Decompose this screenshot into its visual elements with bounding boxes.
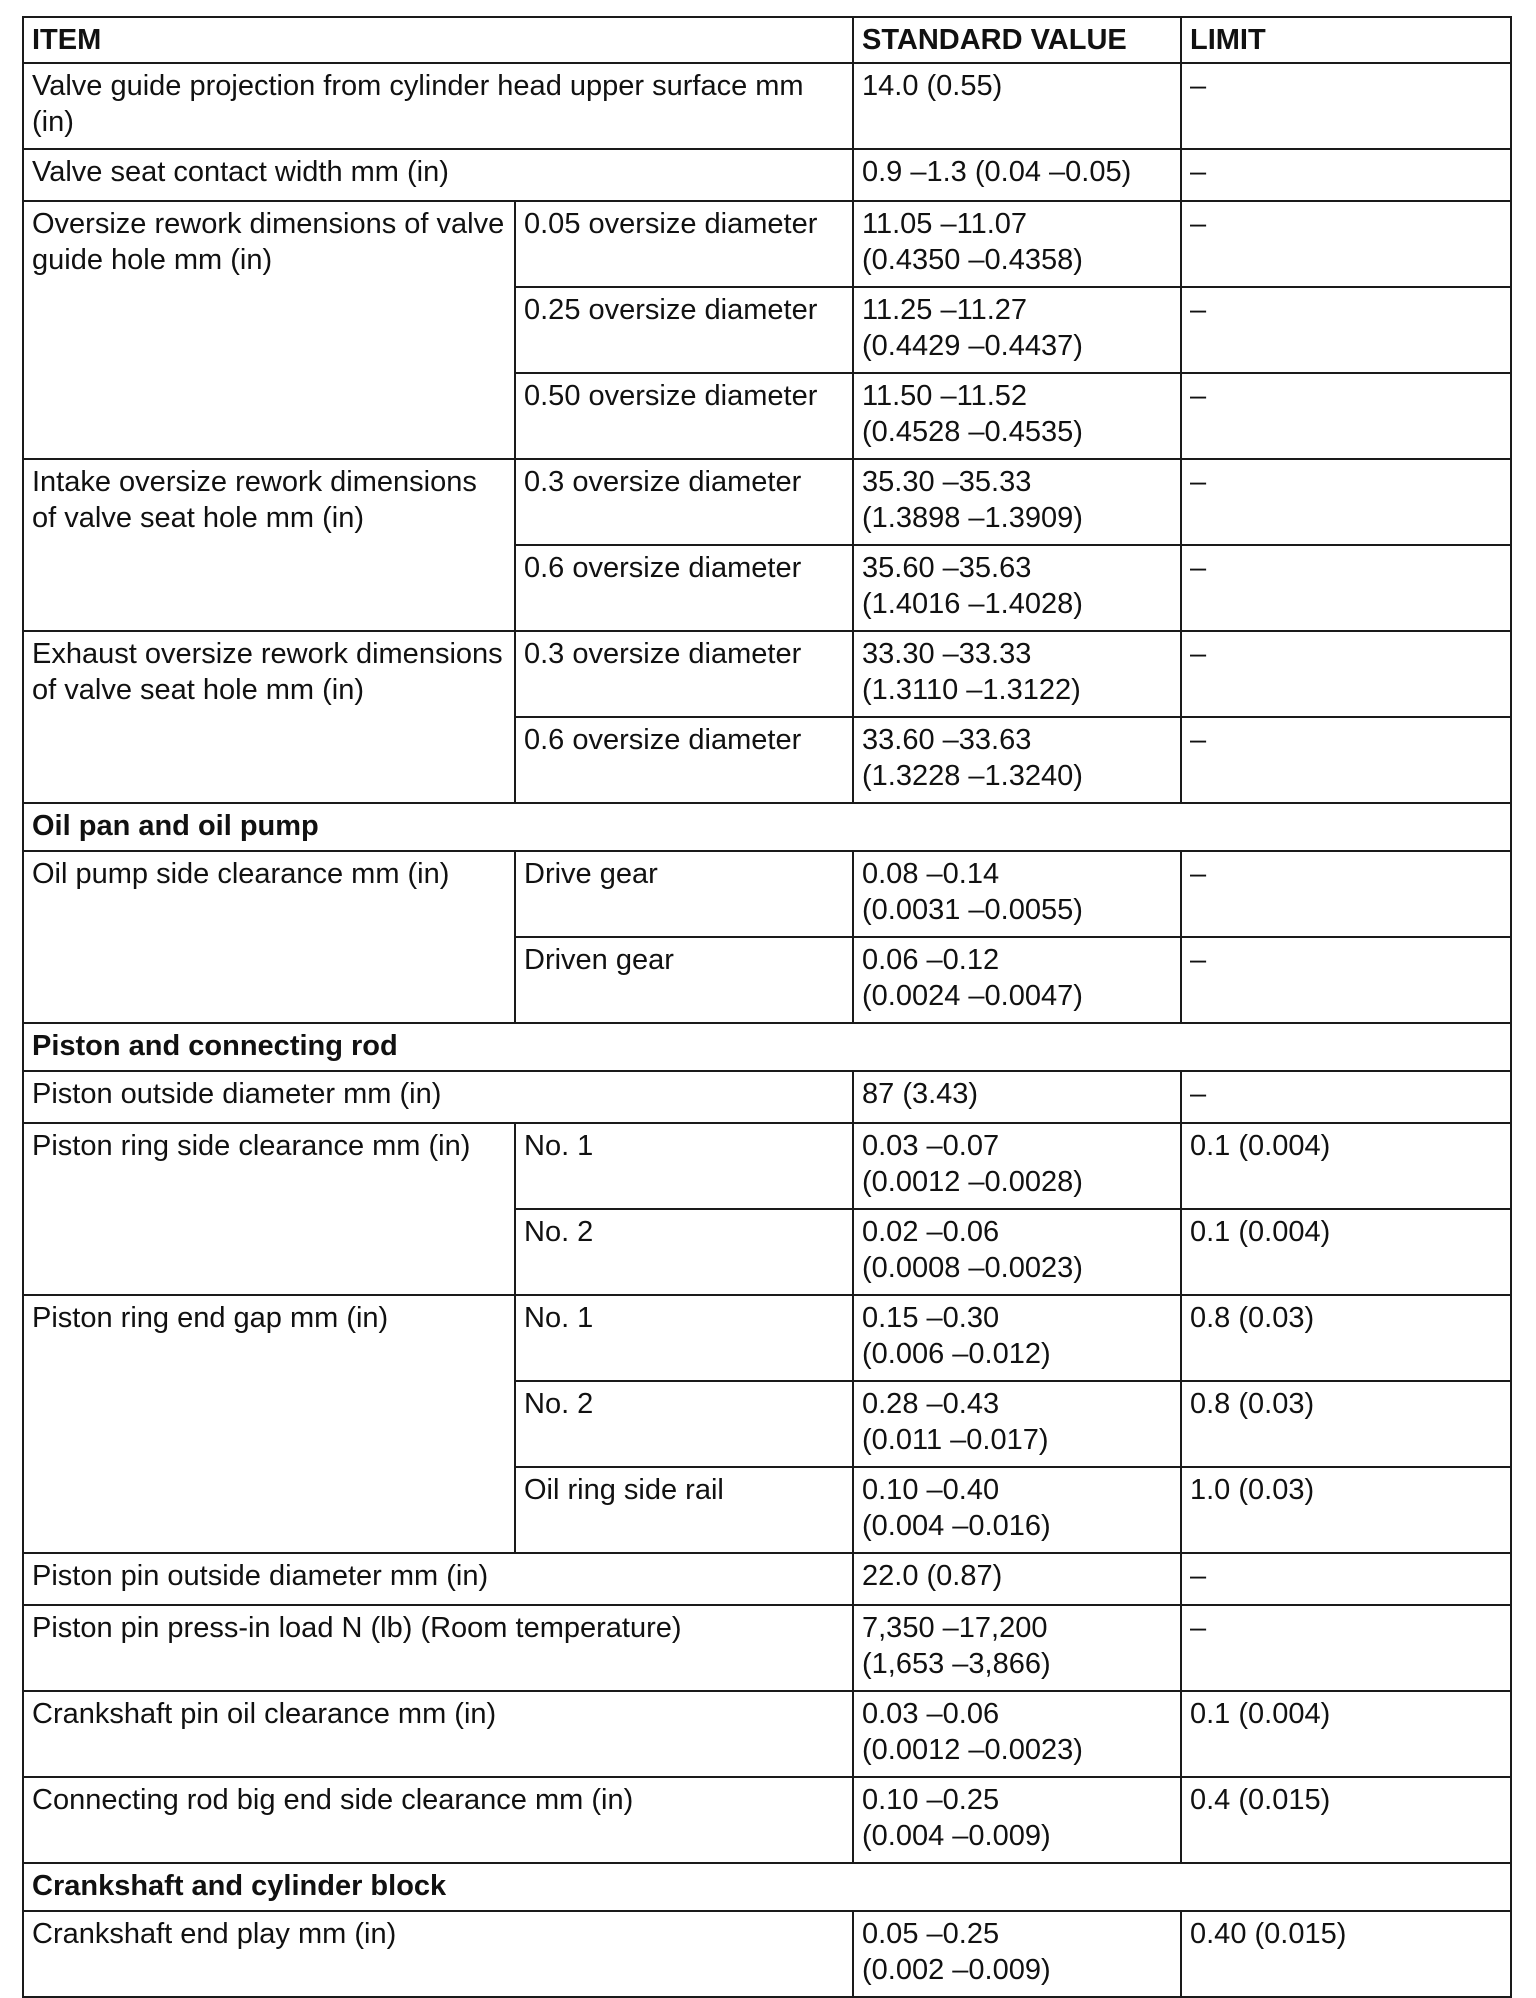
standard-value-cell: 0.08 –0.14 (0.0031 –0.0055) xyxy=(853,851,1181,937)
item-cell: Valve guide projection from cylinder head upper surface mm (in) xyxy=(23,63,853,149)
standard-value-cell: 0.02 –0.06 (0.0008 –0.0023) xyxy=(853,1209,1181,1295)
subitem-cell: No. 1 xyxy=(515,1123,853,1209)
item-cell: Crankshaft end play mm (in) xyxy=(23,1911,853,1997)
standard-value-cell: 0.9 –1.3 (0.04 –0.05) xyxy=(853,149,1181,201)
item-cell: Piston pin outside diameter mm (in) xyxy=(23,1553,853,1605)
limit-cell: – xyxy=(1181,373,1511,459)
subitem-cell: 0.50 oversize diameter xyxy=(515,373,853,459)
limit-cell: 0.8 (0.03) xyxy=(1181,1381,1511,1467)
section-title: Oil pan and oil pump xyxy=(23,803,1511,851)
standard-value-cell: 0.03 –0.06 (0.0012 –0.0023) xyxy=(853,1691,1181,1777)
table-row xyxy=(23,851,1511,937)
subitem-cell: 0.3 oversize diameter xyxy=(515,631,853,717)
limit-cell: 0.4 (0.015) xyxy=(1181,1777,1511,1863)
standard-value-cell: 0.10 –0.40 (0.004 –0.016) xyxy=(853,1467,1181,1553)
subitem-cell: 0.6 oversize diameter xyxy=(515,545,853,631)
standard-value-cell: 0.05 –0.25 (0.002 –0.009) xyxy=(853,1911,1181,1997)
section-title: Piston and connecting rod xyxy=(23,1023,1511,1071)
section-row xyxy=(23,1863,1511,1911)
table-row xyxy=(23,1071,1511,1123)
section-title: Crankshaft and cylinder block xyxy=(23,1863,1511,1911)
item-cell: Valve seat contact width mm (in) xyxy=(23,149,853,201)
item-cell: Oil pump side clearance mm (in) xyxy=(23,851,515,1023)
standard-value-cell: 33.30 –33.33 (1.3110 –1.3122) xyxy=(853,631,1181,717)
table-row xyxy=(23,63,1511,149)
table-row xyxy=(23,1605,1511,1691)
item-cell: Piston outside diameter mm (in) xyxy=(23,1071,853,1123)
subitem-cell: Driven gear xyxy=(515,937,853,1023)
table-row xyxy=(23,459,1511,545)
standard-value-cell: 7,350 –17,200 (1,653 –3,866) xyxy=(853,1605,1181,1691)
item-cell: Oversize rework dimensions of valve guide hole mm (in) xyxy=(23,201,515,459)
standard-value-cell: 0.15 –0.30 (0.006 –0.012) xyxy=(853,1295,1181,1381)
item-cell: Connecting rod big end side clearance mm (in) xyxy=(23,1777,853,1863)
limit-cell: 0.1 (0.004) xyxy=(1181,1209,1511,1295)
subitem-cell: No. 2 xyxy=(515,1209,853,1295)
section-row xyxy=(23,803,1511,851)
subitem-cell: 0.6 oversize diameter xyxy=(515,717,853,803)
table-row xyxy=(23,149,1511,201)
table-row xyxy=(23,201,1511,287)
limit-cell: – xyxy=(1181,717,1511,803)
limit-cell: – xyxy=(1181,631,1511,717)
item-cell: Piston pin press-in load N (lb) (Room temperature) xyxy=(23,1605,853,1691)
item-cell: Piston ring end gap mm (in) xyxy=(23,1295,515,1553)
limit-cell: – xyxy=(1181,851,1511,937)
limit-cell: 0.1 (0.004) xyxy=(1181,1123,1511,1209)
limit-cell: – xyxy=(1181,287,1511,373)
standard-value-cell: 87 (3.43) xyxy=(853,1071,1181,1123)
standard-value-cell: 0.28 –0.43 (0.011 –0.017) xyxy=(853,1381,1181,1467)
standard-value-cell: 35.60 –35.63 (1.4016 –1.4028) xyxy=(853,545,1181,631)
subitem-cell: No. 1 xyxy=(515,1295,853,1381)
limit-cell: 0.40 (0.015) xyxy=(1181,1911,1511,1997)
table-row xyxy=(23,1295,1511,1381)
spec-table xyxy=(22,16,1512,1998)
limit-cell: – xyxy=(1181,201,1511,287)
header-item: ITEM xyxy=(23,17,853,63)
standard-value-cell: 22.0 (0.87) xyxy=(853,1553,1181,1605)
subitem-cell: 0.25 oversize diameter xyxy=(515,287,853,373)
table-row xyxy=(23,1691,1511,1777)
limit-cell: – xyxy=(1181,149,1511,201)
limit-cell: 1.0 (0.03) xyxy=(1181,1467,1511,1553)
limit-cell: – xyxy=(1181,1605,1511,1691)
table-row xyxy=(23,1911,1511,1997)
header-standard-value: STANDARD VALUE xyxy=(853,17,1181,63)
subitem-cell: 0.3 oversize diameter xyxy=(515,459,853,545)
standard-value-cell: 11.50 –11.52 (0.4528 –0.4535) xyxy=(853,373,1181,459)
standard-value-cell: 0.10 –0.25 (0.004 –0.009) xyxy=(853,1777,1181,1863)
standard-value-cell: 0.06 –0.12 (0.0024 –0.0047) xyxy=(853,937,1181,1023)
limit-cell: – xyxy=(1181,545,1511,631)
table-row xyxy=(23,631,1511,717)
item-cell: Exhaust oversize rework dimensions of valve seat hole mm (in) xyxy=(23,631,515,803)
standard-value-cell: 35.30 –35.33 (1.3898 –1.3909) xyxy=(853,459,1181,545)
standard-value-cell: 11.25 –11.27 (0.4429 –0.4437) xyxy=(853,287,1181,373)
item-cell: Piston ring side clearance mm (in) xyxy=(23,1123,515,1295)
table-row xyxy=(23,1553,1511,1605)
table-row xyxy=(23,1123,1511,1209)
standard-value-cell: 11.05 –11.07 (0.4350 –0.4358) xyxy=(853,201,1181,287)
limit-cell: – xyxy=(1181,937,1511,1023)
subitem-cell: 0.05 oversize diameter xyxy=(515,201,853,287)
limit-cell: – xyxy=(1181,1071,1511,1123)
subitem-cell: No. 2 xyxy=(515,1381,853,1467)
item-cell: Intake oversize rework dimensions of valve seat hole mm (in) xyxy=(23,459,515,631)
standard-value-cell: 33.60 –33.63 (1.3228 –1.3240) xyxy=(853,717,1181,803)
standard-value-cell: 14.0 (0.55) xyxy=(853,63,1181,149)
header-row xyxy=(23,17,1511,63)
standard-value-cell: 0.03 –0.07 (0.0012 –0.0028) xyxy=(853,1123,1181,1209)
limit-cell: 0.1 (0.004) xyxy=(1181,1691,1511,1777)
spec-table-body xyxy=(23,63,1511,1997)
header-limit: LIMIT xyxy=(1181,17,1511,63)
subitem-cell: Drive gear xyxy=(515,851,853,937)
limit-cell: – xyxy=(1181,1553,1511,1605)
limit-cell: 0.8 (0.03) xyxy=(1181,1295,1511,1381)
limit-cell: – xyxy=(1181,63,1511,149)
limit-cell: – xyxy=(1181,459,1511,545)
item-cell: Crankshaft pin oil clearance mm (in) xyxy=(23,1691,853,1777)
table-row xyxy=(23,1777,1511,1863)
section-row xyxy=(23,1023,1511,1071)
subitem-cell: Oil ring side rail xyxy=(515,1467,853,1553)
